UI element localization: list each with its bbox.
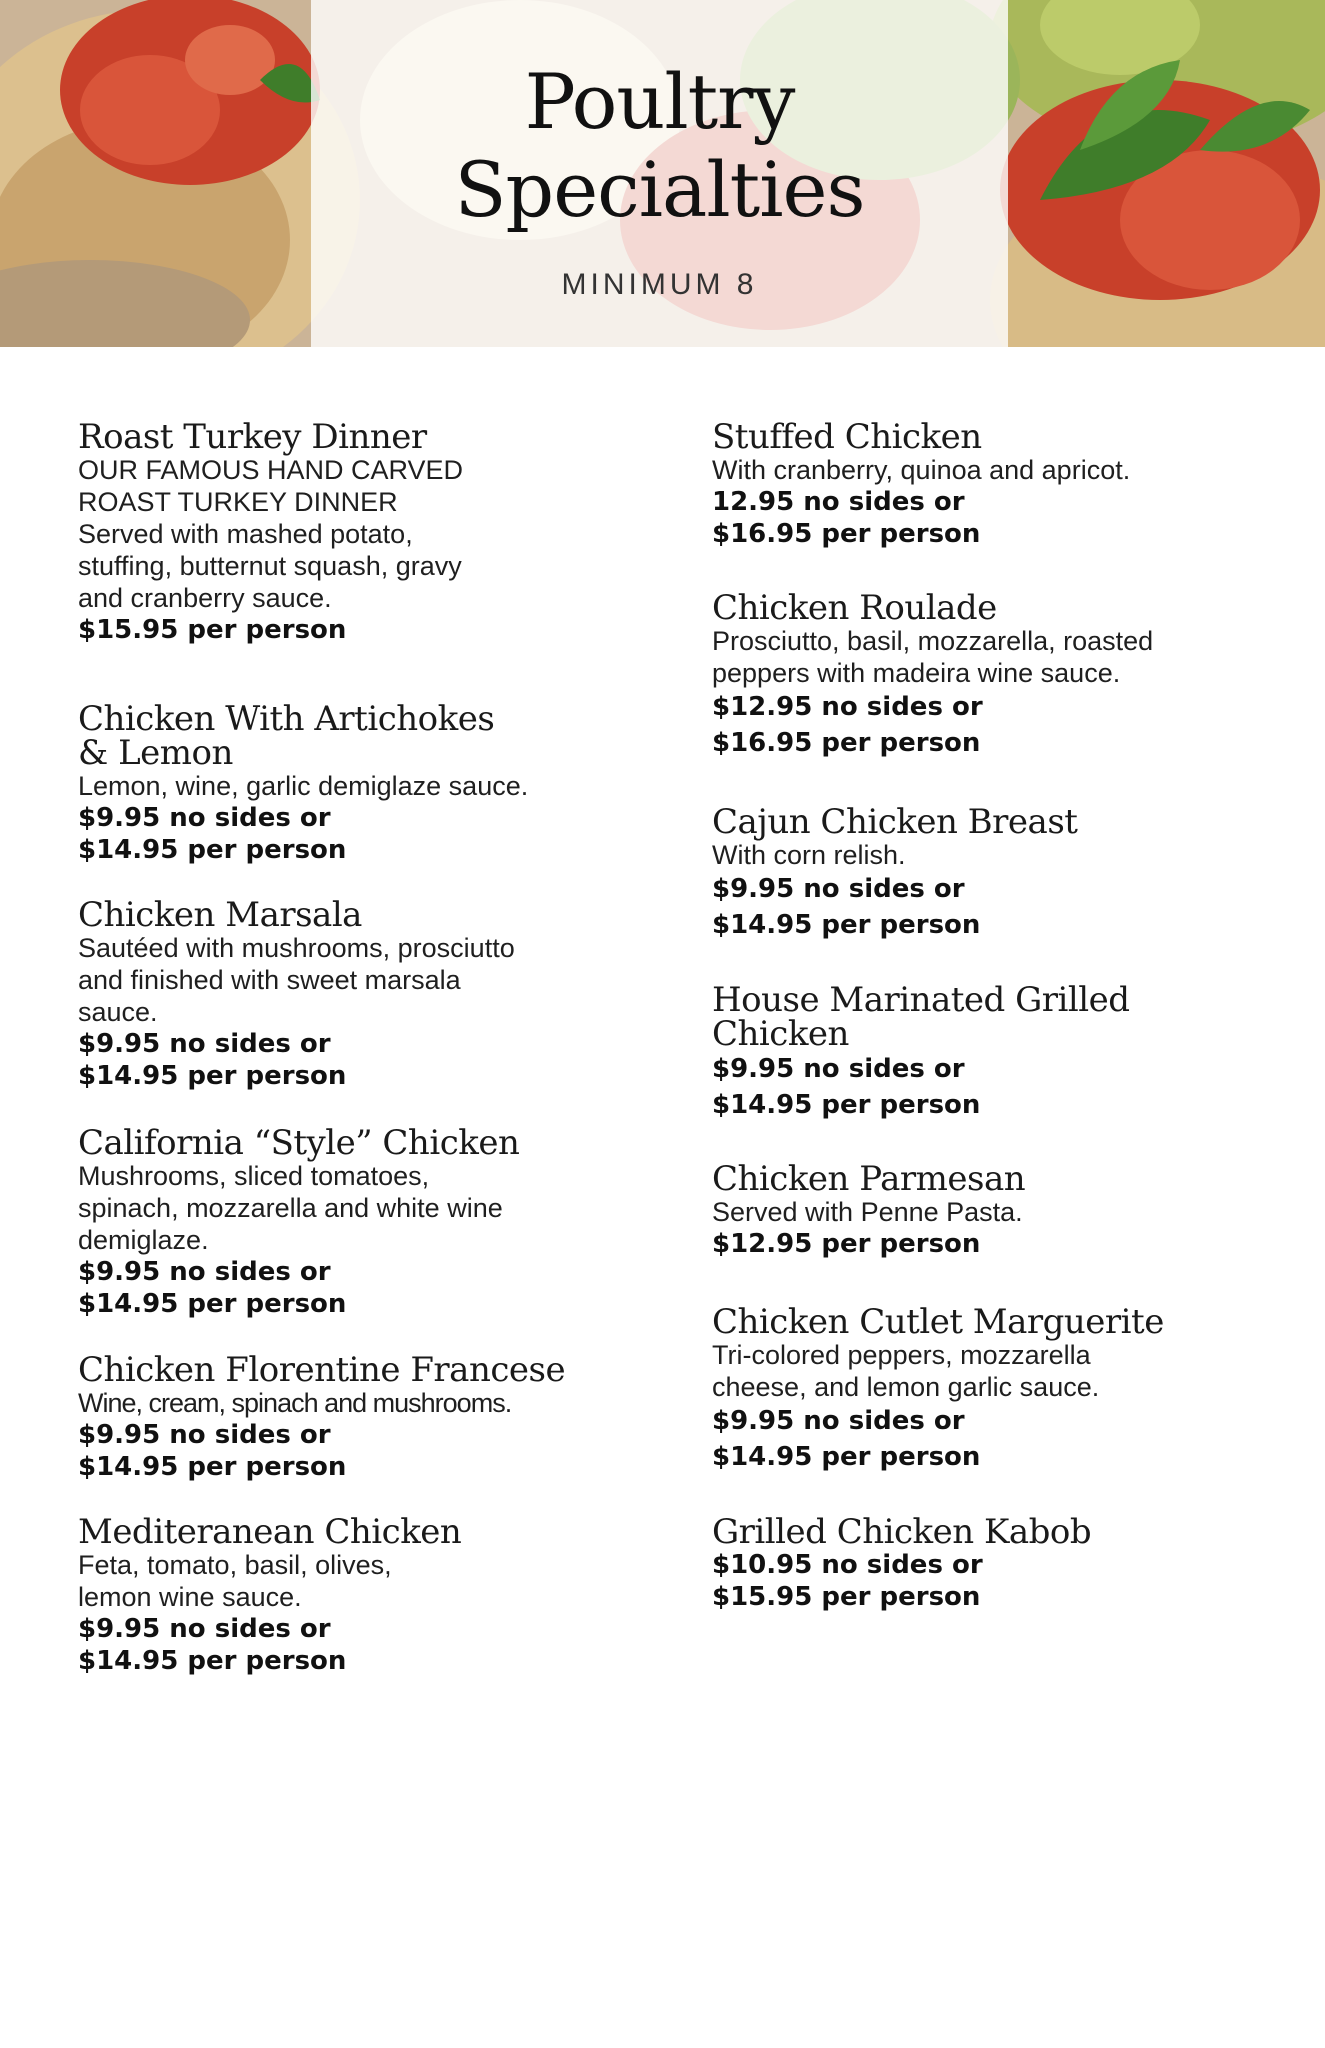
item-name: Chicken Marsala xyxy=(78,895,362,935)
menu-item xyxy=(78,1512,678,1677)
menu-item xyxy=(712,1512,1272,1613)
item-price: $16.95 per person xyxy=(712,728,981,758)
item-description: Served with mashed potato, xyxy=(78,519,413,549)
item-price: $14.95 per person xyxy=(78,1061,347,1091)
item-description: Lemon, wine, garlic demiglaze sauce. xyxy=(78,771,529,801)
item-name: House Marinated Grilled xyxy=(712,980,1130,1020)
menu-item xyxy=(78,417,678,646)
item-description: stuffing, butternut squash, gravy xyxy=(78,551,462,581)
item-price: $15.95 per person xyxy=(78,615,347,645)
item-price: $12.95 no sides or xyxy=(712,692,983,722)
item-description: and finished with sweet marsala xyxy=(78,965,461,995)
item-description: Sautéed with mushrooms, prosciutto xyxy=(78,933,515,963)
item-name: Mediteranean Chicken xyxy=(78,1512,462,1552)
item-price: $14.95 per person xyxy=(78,1289,347,1319)
item-price: $15.95 per person xyxy=(712,1582,981,1612)
item-price: $14.95 per person xyxy=(78,1646,347,1676)
item-description: Served with Penne Pasta. xyxy=(712,1197,1023,1227)
item-price: $9.95 no sides or xyxy=(78,1257,331,1287)
item-description: Feta, tomato, basil, olives, xyxy=(78,1550,392,1580)
menu-item xyxy=(78,699,678,866)
item-price: $9.95 no sides or xyxy=(712,874,965,904)
page-title xyxy=(311,58,1008,234)
item-description: Wine, cream, spinach and mushrooms. xyxy=(78,1388,512,1418)
item-price: $9.95 no sides or xyxy=(712,1054,965,1084)
item-price: $14.95 per person xyxy=(712,1090,981,1120)
item-description: spinach, mozzarella and white wine xyxy=(78,1193,503,1223)
item-name: Grilled Chicken Kabob xyxy=(712,1512,1092,1552)
item-price: $9.95 no sides or xyxy=(712,1406,965,1436)
item-price: $9.95 no sides or xyxy=(78,1614,331,1644)
item-price: $12.95 per person xyxy=(712,1229,981,1259)
title-line-1: Poultry xyxy=(524,57,795,146)
item-price: $14.95 per person xyxy=(78,835,347,865)
item-price: $16.95 per person xyxy=(712,519,981,549)
menu-item xyxy=(78,895,678,1092)
item-description: OUR FAMOUS HAND CARVED xyxy=(78,455,464,485)
item-name: Roast Turkey Dinner xyxy=(78,417,427,457)
menu-item xyxy=(712,802,1272,943)
item-description: demiglaze. xyxy=(78,1225,209,1255)
item-name: California “Style” Chicken xyxy=(78,1123,520,1163)
item-price: $9.95 no sides or xyxy=(78,803,331,833)
item-name: Chicken Florentine Francese xyxy=(78,1350,566,1390)
menu-item xyxy=(712,417,1272,550)
menu-item xyxy=(712,1159,1272,1260)
item-price: $10.95 no sides or xyxy=(712,1550,983,1580)
item-price: $14.95 per person xyxy=(78,1452,347,1482)
item-description: Tri-colored peppers, mozzarella xyxy=(712,1340,1091,1370)
item-description: sauce. xyxy=(78,997,158,1027)
item-name: Cajun Chicken Breast xyxy=(712,802,1078,842)
item-name: Stuffed Chicken xyxy=(712,417,982,457)
title-line-2: Specialties xyxy=(454,145,865,234)
item-description: ROAST TURKEY DINNER xyxy=(78,487,398,517)
item-description: Mushrooms, sliced tomatoes, xyxy=(78,1161,430,1191)
item-price: $9.95 no sides or xyxy=(78,1029,331,1059)
item-name: Chicken Cutlet Marguerite xyxy=(712,1302,1164,1342)
item-description: With corn relish. xyxy=(712,840,906,870)
item-description: peppers with madeira wine sauce. xyxy=(712,658,1121,688)
menu-item xyxy=(712,980,1272,1123)
item-name: Chicken Roulade xyxy=(712,588,997,628)
item-description: and cranberry sauce. xyxy=(78,583,332,613)
minimum-note: MINIMUM 8 xyxy=(561,268,758,301)
item-name: & Lemon xyxy=(78,733,233,773)
menu-item xyxy=(78,1123,678,1320)
item-name: Chicken xyxy=(712,1014,849,1054)
item-price: $14.95 per person xyxy=(712,1442,981,1472)
item-price: $14.95 per person xyxy=(712,910,981,940)
item-price: $9.95 no sides or xyxy=(78,1420,331,1450)
item-name: Chicken Parmesan xyxy=(712,1159,1026,1199)
item-description: With cranberry, quinoa and apricot. xyxy=(712,455,1131,485)
menu-item xyxy=(712,1302,1272,1475)
item-description: Prosciutto, basil, mozzarella, roasted xyxy=(712,626,1154,656)
menu-item xyxy=(78,1350,678,1483)
item-name: Chicken With Artichokes xyxy=(78,699,495,739)
menu-item xyxy=(712,588,1272,761)
item-description: cheese, and lemon garlic sauce. xyxy=(712,1372,1100,1402)
item-description: lemon wine sauce. xyxy=(78,1582,302,1612)
item-price: 12.95 no sides or xyxy=(712,487,965,517)
